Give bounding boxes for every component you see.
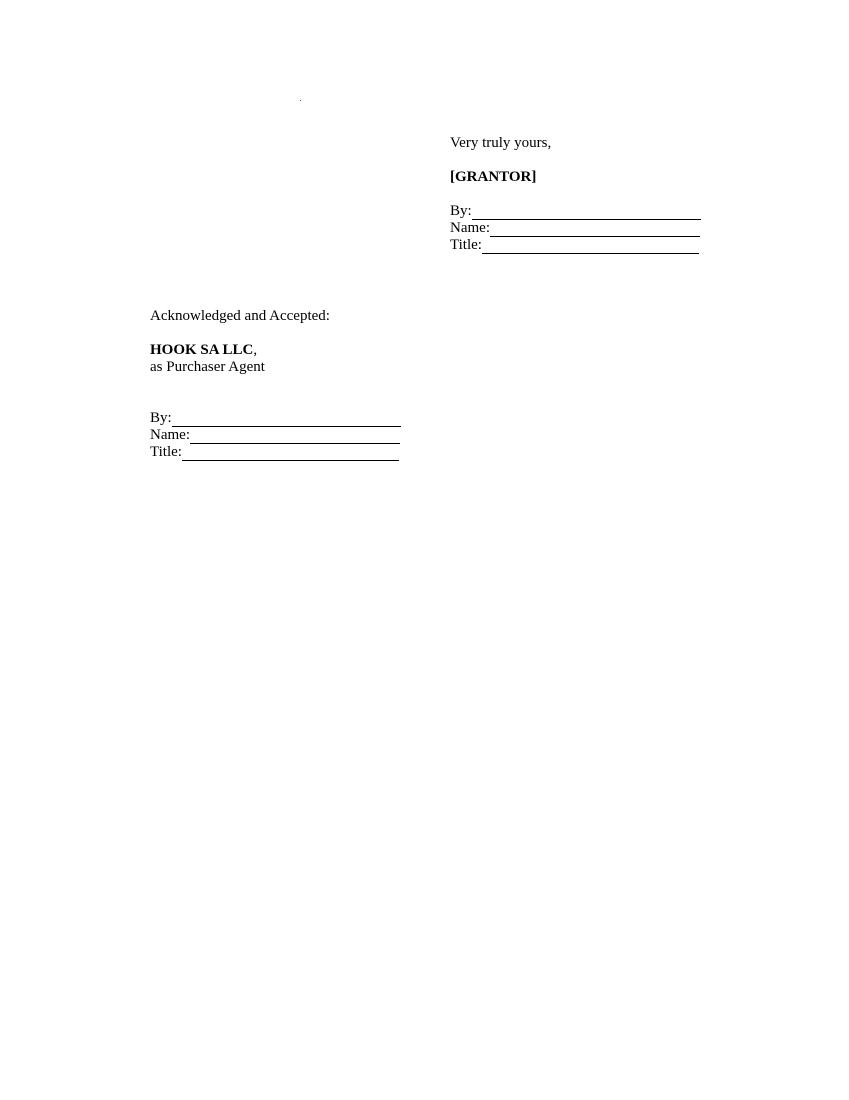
page-mark bbox=[300, 100, 301, 101]
title-signature-line bbox=[182, 446, 399, 461]
purchaser-party-line bbox=[150, 342, 410, 359]
title-label: Title: bbox=[450, 237, 482, 253]
title-signature-line bbox=[482, 239, 699, 254]
grantor-name-field bbox=[450, 220, 710, 237]
purchaser-acceptance-block bbox=[150, 308, 410, 461]
purchaser-title-field bbox=[150, 444, 410, 461]
purchaser-signature-fields bbox=[150, 410, 410, 461]
grantor-title-field bbox=[450, 237, 710, 254]
purchaser-by-field bbox=[150, 410, 410, 427]
closing-text: Very truly yours, bbox=[450, 135, 552, 151]
name-signature-line bbox=[490, 222, 700, 237]
grantor-by-field bbox=[450, 203, 710, 220]
by-signature-line bbox=[472, 205, 701, 220]
name-label: Name: bbox=[450, 220, 490, 236]
name-signature-line bbox=[190, 429, 400, 444]
grantor-party-name: [GRANTOR] bbox=[450, 169, 537, 185]
by-signature-line bbox=[172, 412, 401, 427]
grantor-signature-block bbox=[450, 135, 710, 254]
by-label: By: bbox=[450, 203, 472, 219]
by-label: By: bbox=[150, 410, 172, 426]
acceptance-text: Acknowledged and Accepted: bbox=[150, 308, 330, 324]
purchaser-name-field bbox=[150, 427, 410, 444]
purchaser-role: as Purchaser Agent bbox=[150, 359, 265, 375]
purchaser-party-suffix: , bbox=[253, 342, 258, 358]
title-label: Title: bbox=[150, 444, 182, 460]
purchaser-party-name: HOOK SA LLC bbox=[150, 342, 254, 358]
name-label: Name: bbox=[150, 427, 190, 443]
grantor-signature-fields bbox=[450, 203, 710, 254]
